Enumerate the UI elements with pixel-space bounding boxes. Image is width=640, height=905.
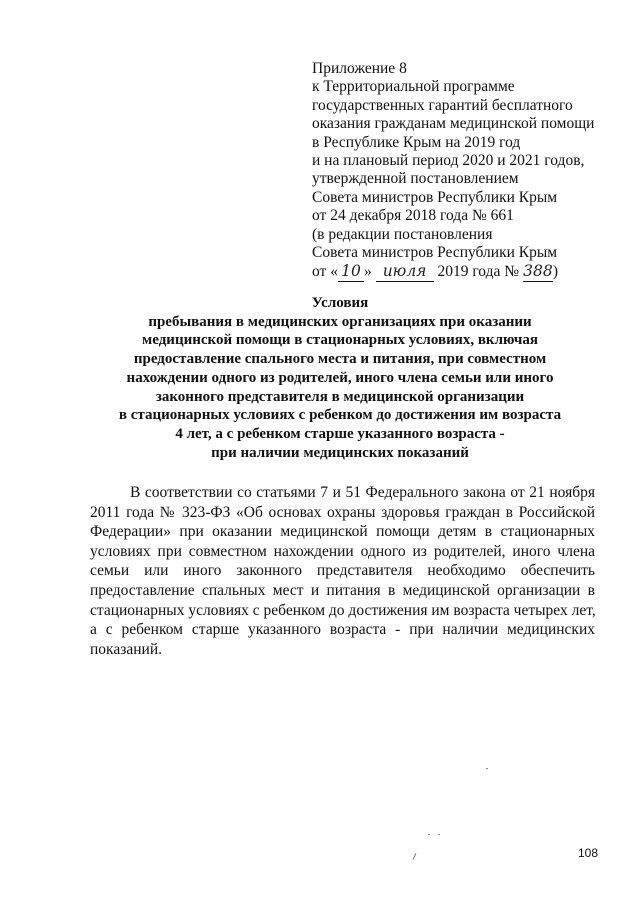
appendix-line: Совета министров Республики Крым xyxy=(312,188,558,206)
body-line: предоставление спальных мест и питания в медицинской организации в xyxy=(90,581,595,599)
title-line: в стационарных условиях с ребенком до достижения им возраста xyxy=(118,407,562,424)
page-number: 108 xyxy=(578,846,599,860)
appendix-line: оказания гражданам медицинской помощи xyxy=(312,115,595,133)
date-suffix: ) xyxy=(552,263,559,281)
scan-speck xyxy=(428,834,430,835)
appendix-line: утвержденной постановлением xyxy=(312,170,519,188)
scan-speck xyxy=(486,768,488,769)
title-line: 4 лет, а с ребенком старше указанного возраста - xyxy=(175,425,505,442)
document-title xyxy=(60,294,620,462)
body-line: а с ребенком старше указанного возраста - при наличии медицинских xyxy=(90,621,595,639)
appendix-line: и на плановый период 2020 и 2021 годов, xyxy=(312,152,585,170)
date-quote-close: » xyxy=(363,263,372,281)
appendix-line: (в редакции постановления xyxy=(312,225,493,243)
year-text: 2019 года № xyxy=(437,263,520,281)
body-line: Федерации» при оказании медицинской помощи детям в стационарных xyxy=(90,523,595,541)
title-line: законного представителя в медицинской организации xyxy=(155,388,525,405)
body-line: условиях при совместном нахождении одного из родителей, иного члена xyxy=(90,542,595,560)
body-paragraph xyxy=(90,483,595,659)
scan-speck xyxy=(438,834,440,835)
title-line: пребывания в медицинских организациях при оказании xyxy=(148,313,532,330)
title-line: медицинской помощи в стационарных условиях, включая xyxy=(142,332,538,349)
body-line: В соответствии со статьями 7 и 51 Федерального закона от 21 ноября xyxy=(130,484,595,501)
handwritten-day: 10 xyxy=(338,262,364,281)
body-line: семьи или иного законного представителя необходимо обеспечить xyxy=(90,562,595,580)
appendix-line: в Республике Крым на 2019 год xyxy=(312,133,521,151)
appendix-header xyxy=(312,60,612,282)
title-line: Условия xyxy=(311,295,369,311)
scan-mark xyxy=(413,853,417,860)
appendix-line: к Территориальной программе xyxy=(312,78,515,96)
title-line: нахождении одного из родителей, иного члена семьи или иного xyxy=(126,369,554,386)
amendment-date-line xyxy=(312,262,612,281)
date-prefix: от « xyxy=(312,263,338,281)
body-line: показаний. xyxy=(90,640,162,658)
appendix-line: Приложение 8 xyxy=(312,60,407,77)
handwritten-month: июля xyxy=(376,262,434,281)
body-line: стационарных условиях с ребенком до достижения им возраста четырех лет, xyxy=(90,601,596,619)
body-line: 2011 года № 323-ФЗ «Об основах охраны здоровья граждан в Российской xyxy=(90,503,595,521)
title-line: при наличии медицинских показаний xyxy=(211,444,469,461)
appendix-line: от 24 декабря 2018 года № 661 xyxy=(312,207,514,225)
handwritten-number: 388 xyxy=(523,262,553,281)
appendix-line: Совета министров Республики Крым xyxy=(312,244,558,262)
title-line: предоставление спального места и питания, при совместном xyxy=(133,351,547,368)
appendix-line: государственных гарантий бесплатного xyxy=(312,96,573,114)
